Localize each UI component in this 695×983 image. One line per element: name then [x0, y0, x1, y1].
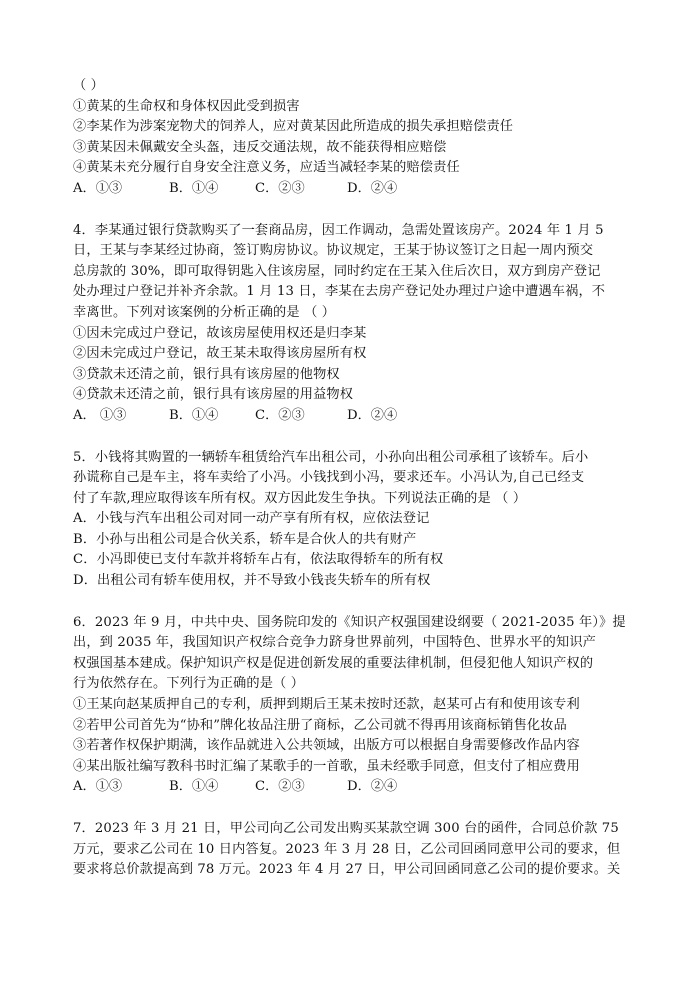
option-c: C．小冯即使已支付车款并将轿车占有，依法取得轿车的所有权: [73, 552, 444, 568]
question-text-line: 孙谎称自己是车主，将车卖给了小冯。小钱找到小冯，要求还车。小冯认为,自己已经支: [73, 470, 585, 486]
statement-4: ④黄某未充分履行自身安全注意义务，应适当减轻李某的赔偿责任: [73, 160, 460, 176]
statement-2: ②李某作为涉案宠物犬的饲养人，应对黄某因此所造成的损失承担赔偿责任: [73, 119, 514, 135]
question-5: [73, 448, 633, 592]
option-c: C．②③: [255, 407, 305, 423]
option-d: D．②④: [347, 407, 398, 423]
option-d: D．②④: [347, 779, 398, 795]
question-text-line: 7．2023 年 3 月 21 日，甲公司向乙公司发出购买某款空调 300 台的函件，合同总价款 75: [73, 821, 619, 836]
option-c: C．②③: [255, 180, 305, 196]
spacer: [73, 798, 633, 819]
option-d: D．出租公司有轿车使用权，并不导致小钱丧失轿车的所有权: [73, 573, 431, 589]
question-text-line: 总房款的 30%，即可取得钥匙入住该房屋，同时约定在王某入住后次日，双方到房产登记: [73, 263, 601, 279]
answer-options: [73, 777, 633, 798]
statement-3: ③贷款未还清之前，银行具有该房屋的他物权: [73, 366, 340, 382]
option-a: A．①③: [73, 779, 123, 795]
question-7: [73, 819, 633, 881]
question-3-tail: [73, 76, 633, 200]
spacer: [73, 200, 633, 221]
question-text-line: 4．李某通过银行贷款购买了一套商品房，因工作调动，急需处置该房产。2024 年 1 月 5: [73, 222, 604, 238]
question-text-line: 权强国基本建成。保护知识产权是促进创新发展的重要法律机制，但侵犯他人知识产权的: [73, 655, 594, 671]
document-page: [73, 76, 633, 881]
statement-4: ④某出版社编写教科书时汇编了某歌手的一首歌，虽未经歌手同意，但支付了相应费用: [73, 758, 580, 774]
question-text-line: 万元，要求乙公司在 10 日内答复。2023 年 3 月 28 日，乙公司回函同意甲公司的要求，但: [73, 841, 621, 857]
statement-3: ③黄某因未佩戴安全头盔，违反交通法规，故不能获得相应赔偿: [73, 139, 447, 155]
answer-options: [73, 179, 633, 200]
option-b: B．小孙与出租公司是合伙关系，轿车是合伙人的共有财产: [73, 531, 417, 547]
option-b: B．①④: [169, 180, 219, 196]
spacer: [73, 427, 633, 448]
question-text-line: 5．小钱将其购置的一辆轿车租赁给汽车出租公司，小孙向出租公司承租了该轿车。后小: [73, 449, 589, 465]
question-4: [73, 221, 633, 427]
answer-bracket: （ ）: [73, 78, 105, 93]
option-b: B．①④: [169, 407, 219, 423]
statement-1: ①因未完成过户登记，故该房屋使用权还是归李某: [73, 325, 367, 341]
option-c: C．②③: [255, 779, 305, 795]
statement-2: ②因未完成过户登记，故王某未取得该房屋所有权: [73, 346, 367, 362]
answer-options: [73, 406, 633, 427]
statement-4: ④贷款未还清之前，银行具有该房屋的用益物权: [73, 387, 354, 403]
question-text-line: 幸离世。下列对该案例的分析正确的是 （ ）: [73, 304, 336, 320]
option-d: D．②④: [347, 180, 398, 196]
question-text-line: 出，到 2035 年，我国知识产权综合竞争力跻身世界前列，中国特色、世界水平的知识产: [73, 635, 596, 651]
question-text-line: 6．2023 年 9 月，中共中央、国务院印发的《知识产权强国建设纲要（ 2021-2035 年）》提: [73, 614, 626, 630]
question-text-line: 处办理过户登记并补齐余款。1 月 13 日，李某在去房产登记处办理过户途中遭遇车祸，不: [73, 284, 606, 300]
question-text-line: 行为依然存在。下列行为正确的是（ ）: [73, 676, 305, 692]
option-b: B．①④: [169, 779, 219, 795]
statement-1: ①黄某的生命权和身体权因此受到损害: [73, 98, 300, 114]
spacer: [73, 592, 633, 613]
question-6: [73, 613, 633, 798]
question-text-line: 日，王某与李某经过协商，签订购房协议。协议规定，王某于协议签订之日起一周内预交: [73, 243, 594, 259]
option-a: A．①③: [73, 180, 123, 196]
statement-2: ②若甲公司首先为“协和”牌化妆品注册了商标，乙公司就不得再用该商标销售化妆品: [73, 717, 567, 733]
question-text-line: 付了车款,理应取得该车所有权。双方因此发生争执。下列说法正确的是 （ ）: [73, 490, 527, 506]
option-a: A． ①③: [73, 407, 127, 423]
statement-1: ①王某向赵某质押自己的专利，质押到期后王某未按时还款，赵某可占有和使用该专利: [73, 697, 580, 713]
statement-3: ③若著作权保护期满，该作品就进入公共领域，出版方可以根据自身需要修改作品内容: [73, 738, 580, 754]
question-text-line: 要求将总价款提高到 78 万元。2023 年 4 月 27 日，甲公司回函同意乙公司的提价要求。关: [73, 862, 621, 878]
option-a: A．小钱与汽车出租公司对同一动产享有所有权，应依法登记: [73, 511, 430, 527]
